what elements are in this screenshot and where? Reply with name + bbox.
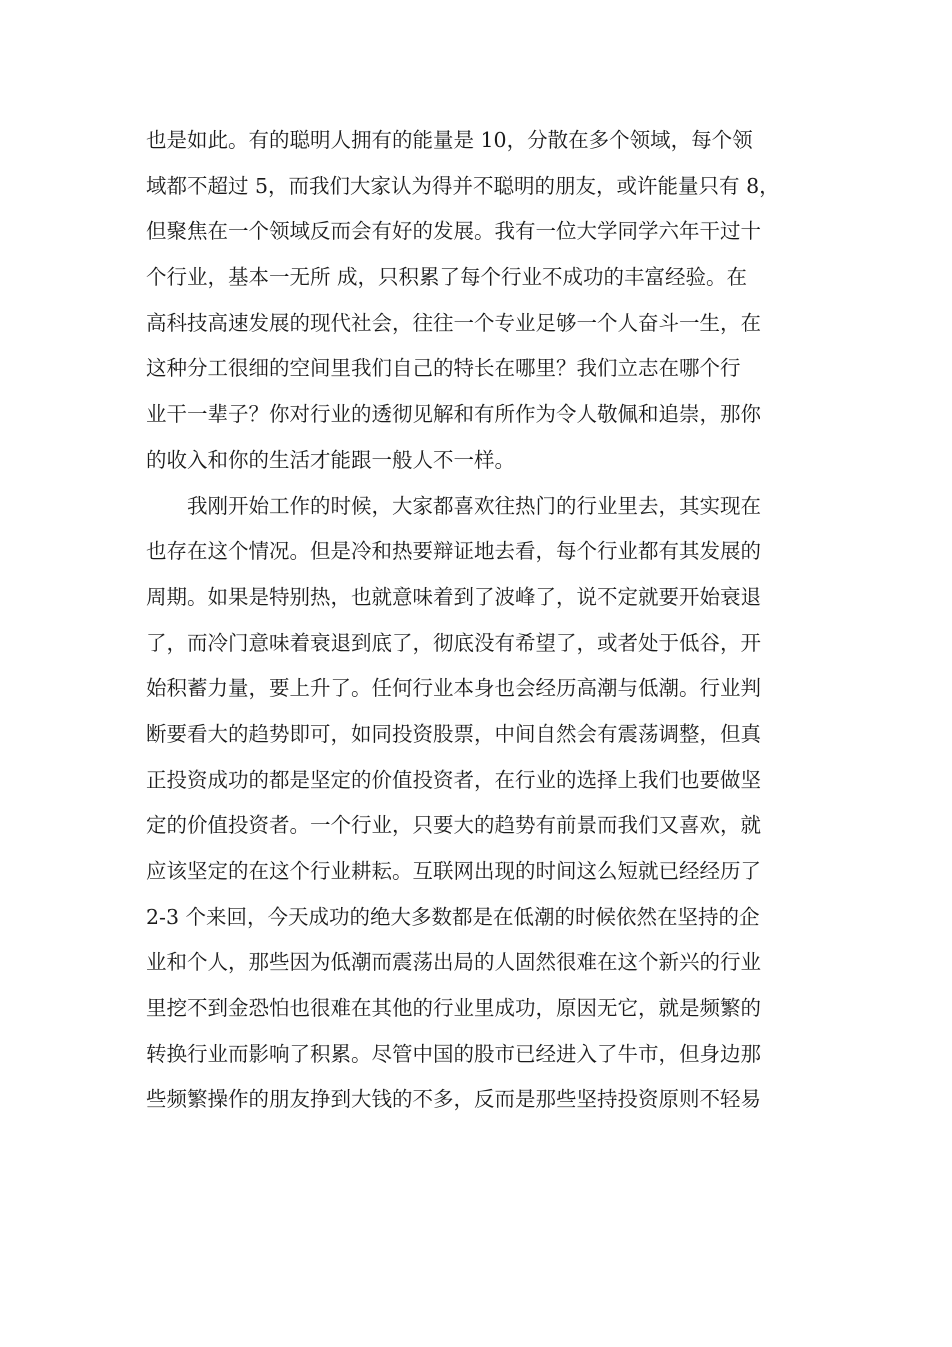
text-line: 2-3 个来回，今天成功的绝大多数都是在低潮的时候依然在坚持的企	[146, 904, 760, 929]
text-line: 业和个人，那些因为低潮而震荡出局的人固然很难在这个新兴的行业	[146, 950, 761, 975]
text-line: 业干一辈子？你对行业的透彻见解和有所作为令人敬佩和追崇，那你	[146, 402, 761, 427]
text-line: 也是如此。有的聪明人拥有的能量是 10，分散在多个领域，每个领	[146, 128, 753, 152]
paragraph-1	[146, 118, 816, 484]
text-line: 我刚开始工作的时候，大家都喜欢往热门的行业里去，其实现在	[187, 493, 761, 518]
text-line: 周期。如果是特别热，也就意味着到了波峰了，说不定就要开始衰退	[146, 584, 761, 609]
text-line: 这种分工很细的空间里我们自己的特长在哪里？我们立志在哪个行	[146, 356, 741, 381]
text-line: 定的价值投资者。一个行业，只要大的趋势有前景而我们又喜欢，就	[146, 813, 761, 838]
paragraph-2	[146, 484, 816, 1124]
text-line: 转换行业而影响了积累。尽管中国的股市已经进入了牛市，但身边那	[146, 1041, 761, 1066]
text-line: 应该坚定的在这个行业耕耘。互联网出现的时间这么短就已经经历了	[146, 859, 761, 883]
text-line: 也存在这个情况。但是冷和热要辩证地去看，每个行业都有其发展的	[146, 539, 761, 564]
text-line: 正投资成功的都是坚定的价值投资者，在行业的选择上我们也要做坚	[146, 767, 761, 792]
text-line: 里挖不到金恐怕也很难在其他的行业里成功，原因无它，就是频繁的	[146, 996, 761, 1021]
text-line: 域都不超过 5，而我们大家认为得并不聪明的朋友，或许能量只有 8，	[146, 173, 780, 198]
text-line: 了，而冷门意味着衰退到底了，彻底没有希望了，或者处于低谷，开	[146, 630, 761, 655]
text-line: 些频繁操作的朋友挣到大钱的不多，反而是那些坚持投资原则不轻易	[146, 1087, 761, 1112]
text-line: 始积蓄力量，要上升了。任何行业本身也会经历高潮与低潮。行业判	[146, 676, 761, 701]
body-text	[146, 118, 816, 1123]
text-line: 的收入和你的生活才能跟一般人不一样。	[146, 447, 515, 472]
text-line: 高科技高速发展的现代社会，往往一个专业足够一个人奋斗一生，在	[146, 310, 761, 335]
text-line: 断要看大的趋势即可，如同投资股票，中间自然会有震荡调整，但真	[146, 721, 761, 746]
text-line: 但聚焦在一个领域反而会有好的发展。我有一位大学同学六年干过十	[146, 219, 761, 244]
text-line: 个行业，基本一无所 成，只积累了每个行业不成功的丰富经验。在	[146, 265, 748, 290]
